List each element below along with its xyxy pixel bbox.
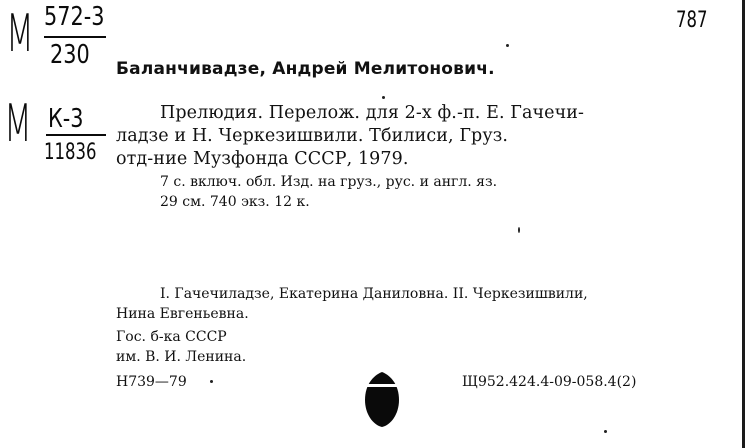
ink-stamp	[364, 370, 400, 428]
card-edge	[742, 0, 745, 448]
author-heading: Баланчивадзе, Андрей Мелитонович.	[116, 59, 495, 79]
physical-line: 7 с. включ. обл. Изд. на груз., рус. и англ. яз.	[160, 174, 498, 190]
shelfmark-top-number: 572-3	[44, 2, 105, 32]
shelfmark-top-underline	[44, 36, 106, 38]
shelfmark-top-letter: М	[6, 4, 34, 64]
corner-number: 787	[676, 8, 708, 33]
shelfmark-top-copy: 230	[50, 40, 90, 70]
class-number: Щ952.424.4-09-058.4(2)	[462, 374, 637, 390]
tracing-line: I. Гачечиладзе, Екатерина Даниловна. II. Черкезишвили,	[160, 286, 588, 302]
speck	[506, 44, 509, 47]
library-line: Гос. б-ка СССР	[116, 329, 227, 345]
speck	[382, 96, 385, 99]
shelfmark-left-number: К-3	[48, 104, 84, 134]
title-line: Прелюдия. Перелож. для 2-х ф.-п. Е. Гачечи-	[160, 103, 585, 123]
card-number: Н739—79	[116, 374, 187, 390]
title-line: отд-ние Музфонда СССР, 1979.	[116, 149, 409, 169]
shelfmark-left-underline	[46, 134, 106, 136]
title-line: ладзе и Н. Черкезишвили. Тбилиси, Груз.	[116, 126, 509, 146]
physical-line: 29 см. 740 экз. 12 к.	[160, 194, 310, 210]
tracing-line: Нина Евгеньевна.	[116, 306, 249, 322]
speck	[210, 380, 213, 383]
library-line: им. В. И. Ленина.	[116, 349, 247, 365]
shelfmark-left-letter: М	[4, 94, 32, 154]
speck	[518, 227, 520, 233]
speck	[604, 430, 607, 433]
shelfmark-left-copy: 11836	[44, 140, 97, 165]
